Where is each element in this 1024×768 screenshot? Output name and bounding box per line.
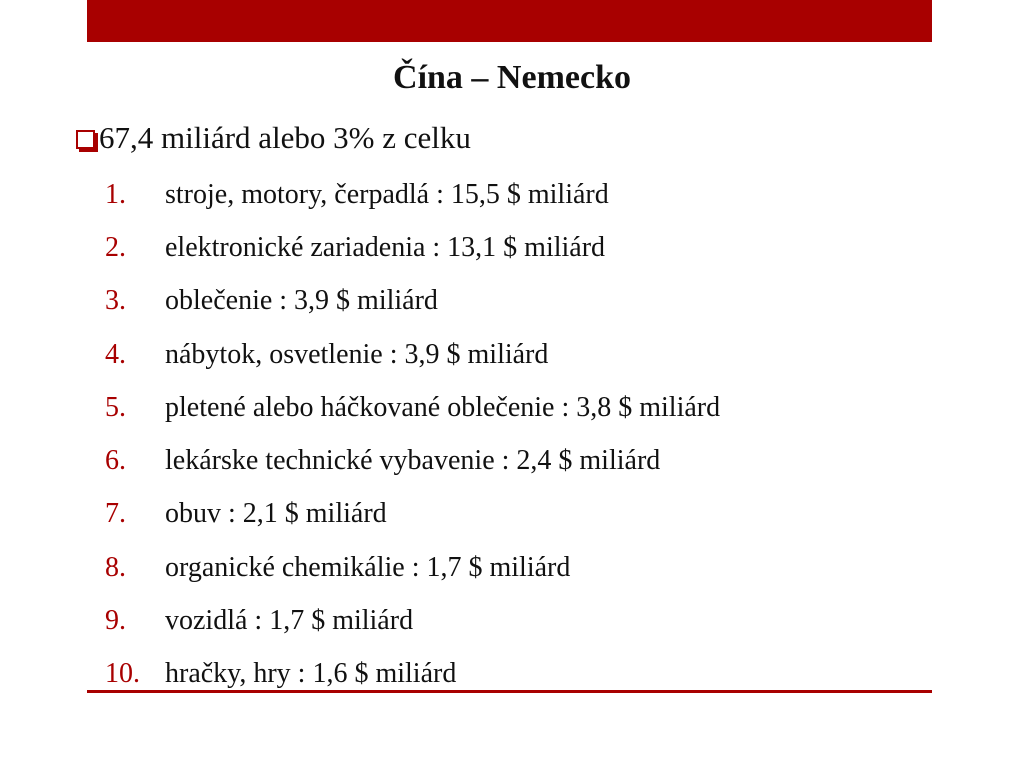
- list-item-text: stroje, motory, čerpadlá : 15,5 $ miliárd: [165, 178, 609, 210]
- list-item-text: nábytok, osvetlenie : 3,9 $ miliárd: [165, 338, 549, 370]
- list-item-text: lekárske technické vybavenie : 2,4 $ miliárd: [165, 445, 661, 477]
- list-item: [105, 328, 720, 381]
- summary-bullet: [76, 118, 471, 158]
- list-item-text: obuv : 2,1 $ miliárd: [165, 498, 387, 530]
- list-item-text: hračky, hry : 1,6 $ miliárd: [165, 658, 457, 690]
- list-item-number: 8.: [105, 551, 126, 583]
- list-item: [105, 488, 720, 541]
- list-item: [105, 594, 720, 647]
- list-item: [105, 168, 720, 221]
- list-item-text: vozidlá : 1,7 $ miliárd: [165, 605, 414, 637]
- bottom-divider: [87, 690, 932, 693]
- list-item: [105, 541, 720, 594]
- list-item-text: organické chemikálie : 1,7 $ miliárd: [165, 551, 571, 583]
- list-item: [105, 221, 720, 274]
- summary-text: 67,4 miliárd alebo 3% z celku: [99, 120, 471, 155]
- list-item-number: 3.: [105, 285, 126, 317]
- list-item-number: 7.: [105, 498, 126, 530]
- export-list: [105, 168, 720, 701]
- list-item: [105, 434, 720, 487]
- list-item-number: 5.: [105, 391, 126, 423]
- list-item-text: pletené alebo háčkované oblečenie : 3,8 $ miliárd: [165, 391, 721, 423]
- list-item-number: 10.: [105, 658, 140, 690]
- list-item-number: 9.: [105, 605, 126, 637]
- list-item: [105, 381, 720, 434]
- list-item-text: elektronické zariadenia : 13,1 $ miliárd: [165, 231, 606, 263]
- top-accent-bar: [87, 0, 932, 42]
- list-item-number: 2.: [105, 231, 126, 263]
- list-item-text: oblečenie : 3,9 $ miliárd: [165, 285, 438, 317]
- square-bullet-icon: [76, 130, 95, 149]
- list-item-number: 4.: [105, 338, 126, 370]
- slide-title: Čína – Nemecko: [393, 59, 631, 96]
- list-item-number: 1.: [105, 178, 126, 210]
- list-item-number: 6.: [105, 445, 126, 477]
- list-item: [105, 275, 720, 328]
